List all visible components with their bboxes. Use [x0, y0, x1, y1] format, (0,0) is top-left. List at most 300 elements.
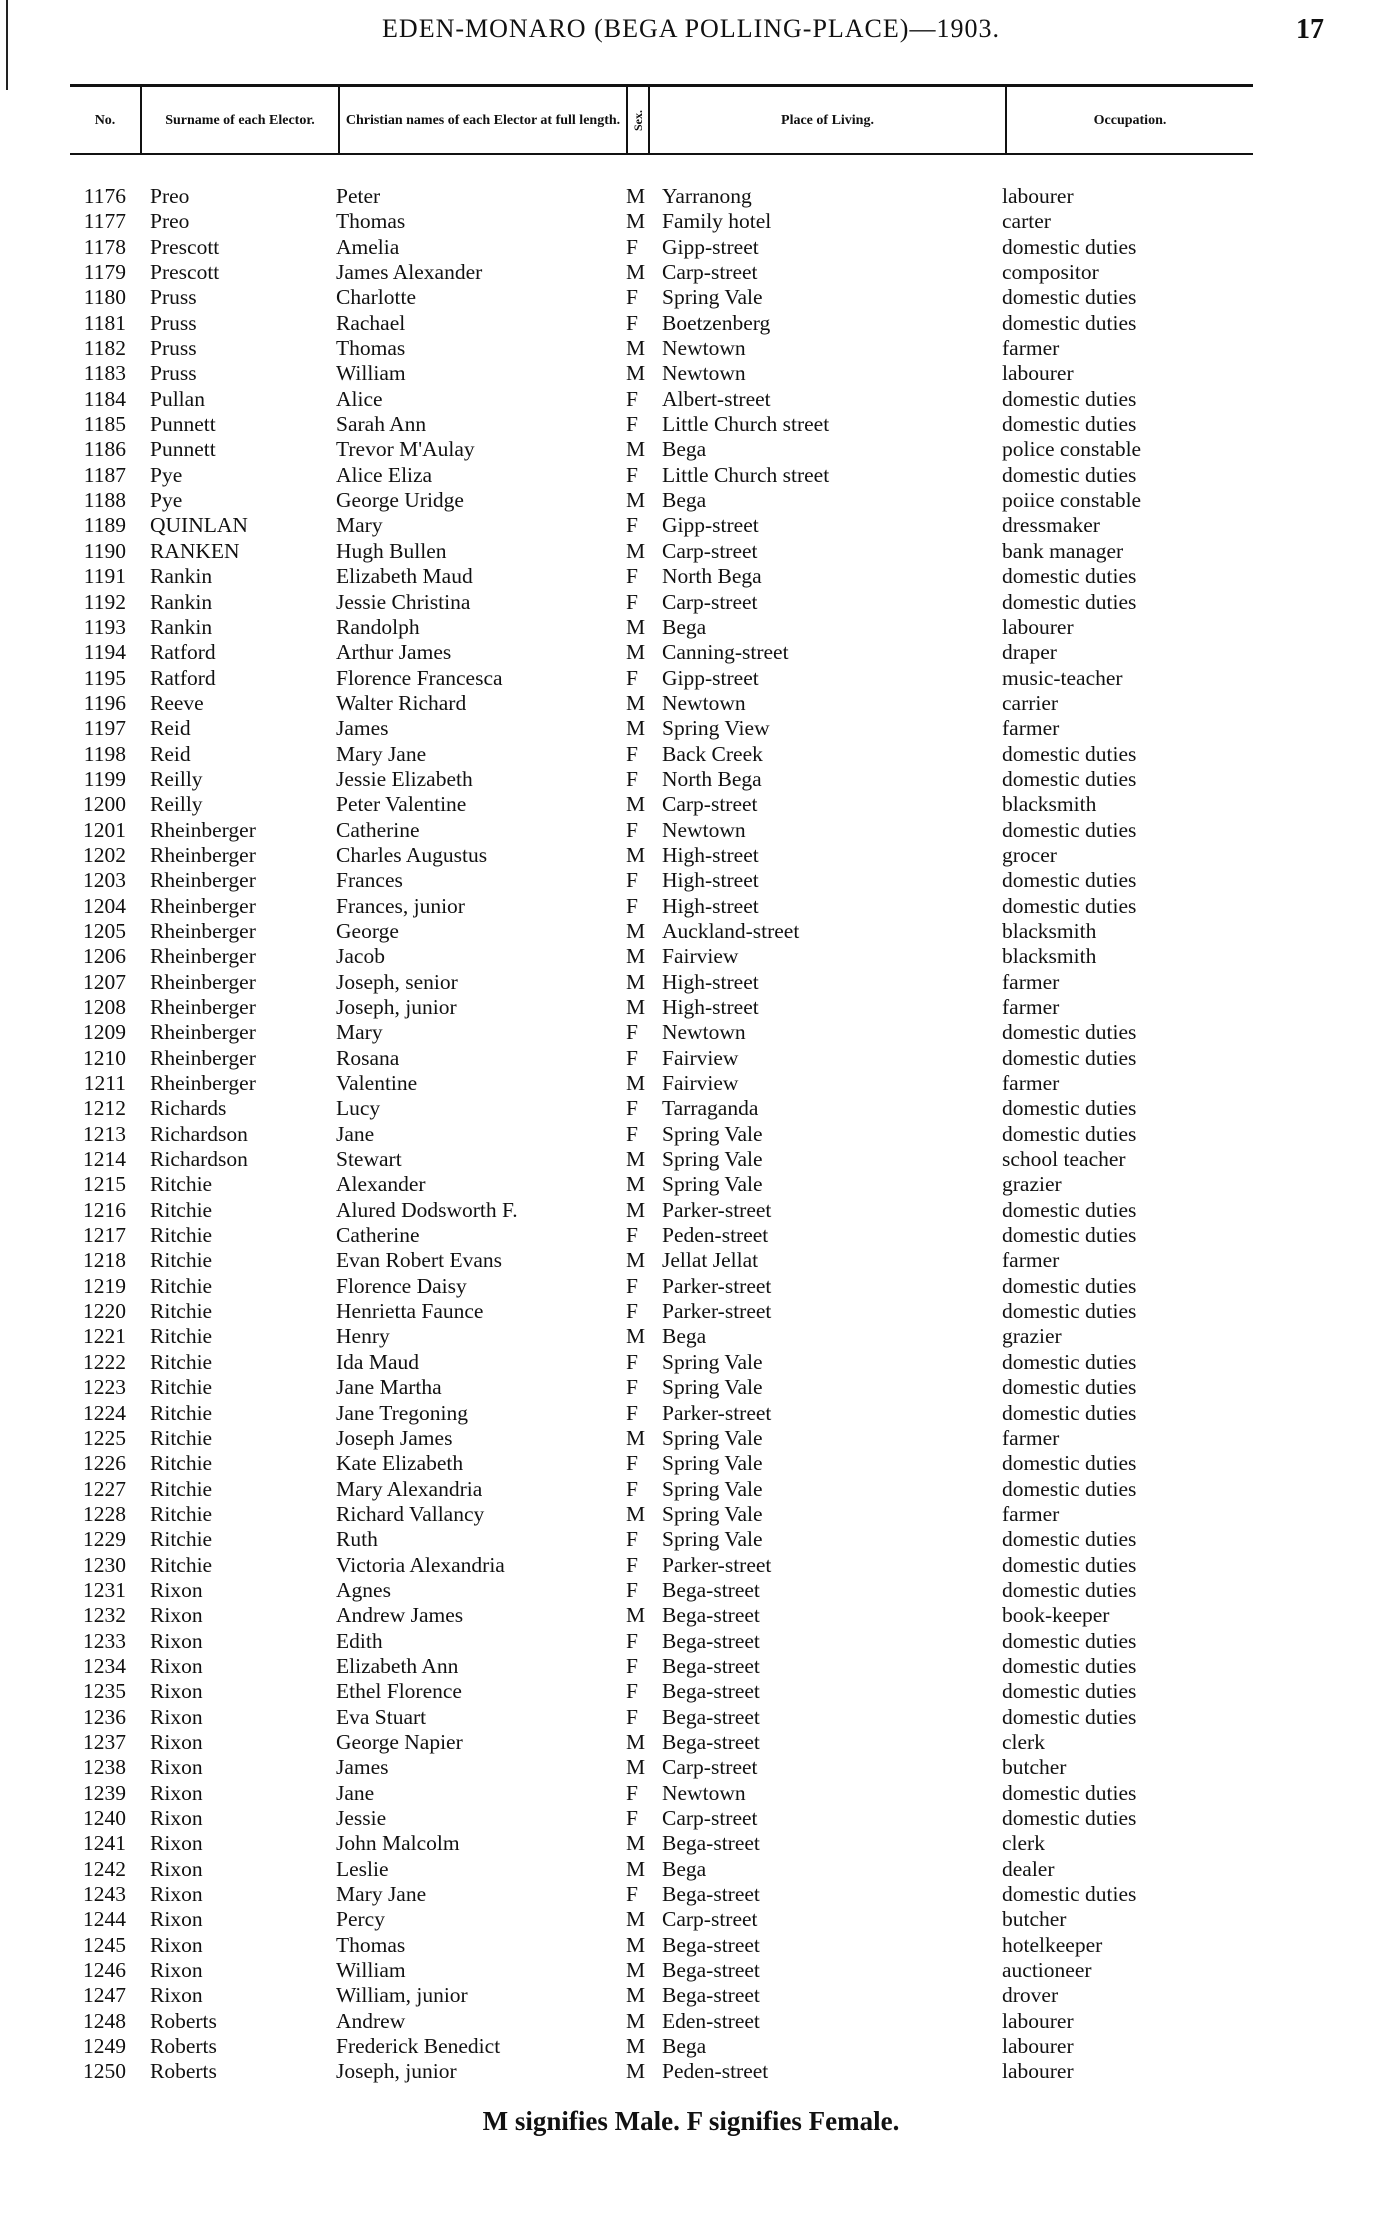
elector-number: 1214: [83, 1147, 126, 1172]
elector-occupation: domestic duties: [1002, 386, 1137, 411]
elector-place: North Bega: [662, 564, 762, 589]
elector-christian-names: Alice: [336, 386, 383, 411]
elector-number: 1245: [83, 1932, 126, 1957]
elector-surname: Ritchie: [150, 1476, 213, 1501]
elector-sex: F: [626, 1375, 638, 1400]
elector-occupation: farmer: [1002, 336, 1060, 361]
elector-occupation: labourer: [1002, 2059, 1074, 2084]
elector-christian-names: James Alexander: [336, 260, 483, 285]
elector-place: Bega: [662, 488, 707, 513]
elector-number: 1247: [83, 1983, 126, 2008]
table-row: [70, 691, 1253, 716]
elector-place: Fairview: [662, 1071, 739, 1096]
elector-sex: M: [626, 1729, 646, 1754]
elector-christian-names: Mary: [336, 513, 383, 538]
table-row: [70, 1274, 1253, 1299]
elector-place: Gipp-street: [662, 665, 759, 690]
elector-place: Bega-street: [662, 1679, 760, 1704]
elector-sex: M: [626, 842, 646, 867]
table-row: [70, 894, 1253, 919]
table-row: [70, 1882, 1253, 1907]
elector-sex: M: [626, 690, 646, 715]
elector-place: Carp-street: [662, 1806, 758, 1830]
elector-number: 1239: [83, 1780, 126, 1805]
elector-christian-names: Valentine: [336, 1071, 418, 1096]
elector-number: 1180: [83, 285, 126, 310]
elector-surname: Rheinberger: [150, 842, 256, 867]
elector-place: High-street: [662, 893, 759, 918]
elector-occupation: domestic duties: [1002, 1653, 1137, 1678]
elector-place: Parker-street: [662, 1400, 772, 1425]
elector-sex: F: [626, 1577, 638, 1602]
elector-christian-names: Ruth: [336, 1527, 378, 1552]
elector-number: 1187: [83, 462, 126, 487]
table-row: [70, 1755, 1253, 1780]
table-row: [70, 1553, 1253, 1578]
table-row: [70, 463, 1253, 488]
elector-occupation: grazier: [1002, 1324, 1062, 1349]
elector-sex: M: [626, 437, 646, 462]
table-row: [70, 1172, 1253, 1197]
elector-sex: F: [626, 1223, 638, 1248]
elector-sex: F: [626, 285, 638, 310]
elector-christian-names: Mary Alexandria: [336, 1476, 483, 1501]
elector-place: Spring View: [662, 716, 770, 741]
elector-surname: Rixon: [150, 1577, 203, 1602]
elector-sex: M: [626, 716, 646, 741]
elector-sex: F: [626, 1552, 638, 1577]
table-row: [70, 564, 1253, 589]
elector-number: 1238: [83, 1755, 126, 1780]
elector-occupation: carrier: [1002, 690, 1059, 715]
elector-sex: M: [626, 1248, 646, 1273]
elector-place: High-street: [662, 995, 759, 1019]
elector-christian-names: Joseph, junior: [336, 995, 457, 1019]
elector-christian-names: Frances, junior: [336, 893, 465, 918]
elector-occupation: domestic duties: [1002, 1375, 1137, 1400]
elector-surname: Rixon: [150, 1932, 203, 1957]
elector-christian-names: Alice Eliza: [336, 462, 433, 487]
elector-sex: F: [626, 1045, 638, 1070]
elector-place: Peden-street: [662, 2059, 769, 2084]
table-row: [70, 387, 1253, 412]
elector-place: Eden-street: [662, 2008, 760, 2033]
elector-sex: F: [626, 868, 638, 893]
elector-number: 1210: [83, 1045, 126, 1070]
table-row: [70, 666, 1253, 691]
elector-sex: M: [626, 2034, 646, 2059]
table-row: [70, 1426, 1253, 1451]
elector-christian-names: Evan Robert Evans: [336, 1248, 502, 1273]
elector-surname: Preo: [150, 184, 190, 208]
elector-surname: Pruss: [150, 310, 197, 335]
elector-christian-names: Thomas: [336, 336, 406, 361]
elector-place: Parker-street: [662, 1552, 772, 1577]
elector-sex: F: [626, 1451, 638, 1476]
elector-occupation: farmer: [1002, 969, 1060, 994]
table-row: [70, 1781, 1253, 1806]
elector-place: Spring Vale: [662, 1375, 763, 1400]
elector-number: 1193: [83, 614, 126, 639]
elector-surname: Reilly: [150, 766, 203, 791]
elector-occupation: grazier: [1002, 1172, 1062, 1197]
elector-place: Carp-street: [662, 589, 758, 614]
elector-christian-names: Victoria Alexandria: [336, 1552, 505, 1577]
elector-occupation: domestic duties: [1002, 1476, 1137, 1501]
table-row: [70, 818, 1253, 843]
elector-number: 1216: [83, 1197, 126, 1222]
elector-occupation: domestic duties: [1002, 1223, 1137, 1248]
elector-occupation: domestic duties: [1002, 1704, 1137, 1729]
elector-number: 1181: [83, 310, 126, 335]
elector-number: 1186: [83, 437, 126, 462]
elector-place: Carp-street: [662, 260, 758, 285]
elector-place: Bega: [662, 437, 707, 462]
elector-christian-names: William, junior: [336, 1983, 468, 2008]
table-row: [70, 1654, 1253, 1679]
elector-surname: Pruss: [150, 361, 197, 386]
elector-occupation: domestic duties: [1002, 564, 1137, 589]
elector-place: Bega-street: [662, 1958, 760, 1983]
table-row: [70, 1401, 1253, 1426]
elector-number: 1224: [83, 1400, 126, 1425]
table-row: [70, 2009, 1253, 2034]
elector-place: Newtown: [662, 336, 746, 361]
elector-number: 1246: [83, 1958, 126, 1983]
elector-sex: M: [626, 918, 646, 943]
elector-occupation: farmer: [1002, 995, 1060, 1019]
elector-christian-names: George: [336, 918, 399, 943]
elector-christian-names: Ida Maud: [336, 1349, 419, 1374]
elector-place: Spring Vale: [662, 1425, 763, 1450]
elector-sex: F: [626, 1653, 638, 1678]
elector-occupation: domestic duties: [1002, 1096, 1137, 1121]
elector-surname: Pruss: [150, 336, 197, 361]
elector-surname: Ritchie: [150, 1273, 213, 1298]
elector-place: Bega-street: [662, 1704, 760, 1729]
elector-sex: F: [626, 1121, 638, 1146]
elector-surname: Rheinberger: [150, 995, 256, 1019]
elector-number: 1196: [83, 690, 126, 715]
elector-occupation: farmer: [1002, 1071, 1060, 1096]
elector-surname: Ritchie: [150, 1375, 213, 1400]
elector-surname: Rixon: [150, 1653, 203, 1678]
elector-place: Boetzenberg: [662, 310, 771, 335]
elector-christian-names: Eva Stuart: [336, 1704, 427, 1729]
elector-sex: M: [626, 1071, 646, 1096]
elector-occupation: domestic duties: [1002, 1527, 1137, 1552]
table-row: [70, 361, 1253, 386]
elector-occupation: domestic duties: [1002, 1628, 1137, 1653]
elector-christian-names: Mary Jane: [336, 1882, 427, 1907]
elector-sex: F: [626, 589, 638, 614]
table-row: [70, 1096, 1253, 1121]
elector-number: 1206: [83, 944, 126, 969]
elector-place: Spring Vale: [662, 1147, 763, 1172]
elector-number: 1197: [83, 716, 126, 741]
elector-surname: Ritchie: [150, 1400, 213, 1425]
elector-christian-names: Catherine: [336, 817, 420, 842]
elector-christian-names: Frances: [336, 868, 403, 893]
elector-christian-names: Jane: [336, 1780, 375, 1805]
elector-surname: Ritchie: [150, 1425, 213, 1450]
elector-sex: M: [626, 361, 646, 386]
table-row: [70, 843, 1253, 868]
elector-sex: F: [626, 412, 638, 437]
elector-christian-names: Ethel Florence: [336, 1679, 462, 1704]
table-row: [70, 488, 1253, 513]
elector-surname: Rixon: [150, 1907, 203, 1932]
elector-number: 1203: [83, 868, 126, 893]
elector-surname: Ratford: [150, 665, 216, 690]
elector-christian-names: John Malcolm: [336, 1831, 460, 1856]
table-row: [70, 184, 1253, 209]
elector-surname: Rixon: [150, 1882, 203, 1907]
table-row: [70, 1603, 1253, 1628]
elector-christian-names: Walter Richard: [336, 690, 467, 715]
elector-number: 1242: [83, 1856, 126, 1881]
elector-number: 1215: [83, 1172, 126, 1197]
elector-occupation: domestic duties: [1002, 1349, 1137, 1374]
elector-occupation: domestic duties: [1002, 1400, 1137, 1425]
elector-occupation: domestic duties: [1002, 893, 1137, 918]
elector-sex: M: [626, 944, 646, 969]
elector-number: 1188: [83, 488, 126, 513]
table-row: [70, 1198, 1253, 1223]
elector-surname: Ritchie: [150, 1172, 213, 1197]
elector-number: 1250: [83, 2059, 126, 2084]
elector-sex: M: [626, 1172, 646, 1197]
table-row: [70, 1679, 1253, 1704]
table-row: [70, 1299, 1253, 1324]
table-row: [70, 1324, 1253, 1349]
elector-christian-names: Elizabeth Ann: [336, 1653, 459, 1678]
elector-place: Jellat Jellat: [662, 1248, 759, 1273]
elector-surname: Ritchie: [150, 1349, 213, 1374]
table-row: [70, 1375, 1253, 1400]
table-row: [70, 970, 1253, 995]
elector-sex: F: [626, 1476, 638, 1501]
elector-sex: M: [626, 1197, 646, 1222]
elector-occupation: domestic duties: [1002, 1679, 1137, 1704]
elector-occupation: butcher: [1002, 1755, 1067, 1780]
elector-number: 1178: [83, 234, 126, 259]
elector-number: 1244: [83, 1907, 126, 1932]
elector-sex: M: [626, 640, 646, 665]
elector-place: Back Creek: [662, 741, 763, 766]
elector-christian-names: Edith: [336, 1628, 383, 1653]
elector-number: 1200: [83, 792, 126, 817]
elector-surname: Rheinberger: [150, 969, 256, 994]
elector-christian-names: Jacob: [336, 944, 385, 969]
page-title: EDEN-MONARO (BEGA POLLING-PLACE)—1903.: [382, 14, 1000, 43]
elector-place: Spring Vale: [662, 1476, 763, 1501]
elector-place: Bega-street: [662, 1628, 760, 1653]
elector-christian-names: Frederick Benedict: [336, 2034, 501, 2059]
elector-sex: M: [626, 995, 646, 1019]
elector-christian-names: Andrew James: [336, 1603, 464, 1628]
table-row: [70, 1223, 1253, 1248]
elector-number: 1221: [83, 1324, 126, 1349]
page-number: 17: [1296, 14, 1324, 45]
elector-surname: Ritchie: [150, 1223, 213, 1248]
elector-occupation: labourer: [1002, 2008, 1074, 2033]
elector-occupation: carter: [1002, 209, 1051, 234]
elector-sex: M: [626, 2059, 646, 2084]
table-row: [70, 1730, 1253, 1755]
table-row: [70, 742, 1253, 767]
elector-occupation: domestic duties: [1002, 817, 1137, 842]
elector-place: Spring Vale: [662, 1172, 763, 1197]
elector-number: 1236: [83, 1704, 126, 1729]
elector-occupation: domestic duties: [1002, 1121, 1137, 1146]
elector-number: 1195: [83, 665, 126, 690]
elector-christian-names: Elizabeth Maud: [336, 564, 473, 589]
elector-place: Bega-street: [662, 1603, 760, 1628]
elector-occupation: drover: [1002, 1983, 1059, 2008]
elector-occupation: dressmaker: [1002, 513, 1100, 538]
elector-place: Bega-street: [662, 1653, 760, 1678]
elector-sex: M: [626, 1983, 646, 2008]
elector-surname: Rixon: [150, 1831, 203, 1856]
elector-surname: Rheinberger: [150, 944, 256, 969]
elector-number: 1232: [83, 1603, 126, 1628]
elector-sex: M: [626, 1501, 646, 1526]
elector-number: 1237: [83, 1729, 126, 1754]
elector-place: Spring Vale: [662, 1527, 763, 1552]
elector-surname: Prescott: [150, 260, 220, 285]
header-christian-names: Christian names of each Elector at full length.: [340, 87, 628, 153]
elector-christian-names: Jessie Christina: [336, 589, 471, 614]
elector-sex: F: [626, 513, 638, 538]
elector-surname: Rheinberger: [150, 1020, 256, 1045]
elector-surname: Reilly: [150, 792, 203, 817]
elector-surname: Rankin: [150, 564, 213, 589]
elector-christian-names: Amelia: [336, 234, 400, 259]
table-row: [70, 1578, 1253, 1603]
elector-sex: F: [626, 1273, 638, 1298]
elector-number: 1209: [83, 1020, 126, 1045]
elector-surname: Punnett: [150, 437, 216, 462]
elector-surname: Rixon: [150, 1628, 203, 1653]
table-row: [70, 1350, 1253, 1375]
elector-surname: Rixon: [150, 1729, 203, 1754]
elector-occupation: domestic duties: [1002, 1882, 1137, 1907]
elector-number: 1228: [83, 1501, 126, 1526]
table-row: [70, 868, 1253, 893]
elector-place: Spring Vale: [662, 285, 763, 310]
elector-surname: Rixon: [150, 1958, 203, 1983]
elector-christian-names: Alured Dodsworth F.: [336, 1197, 518, 1222]
elector-surname: Ritchie: [150, 1248, 213, 1273]
elector-number: 1182: [83, 336, 126, 361]
elector-number: 1233: [83, 1628, 126, 1653]
elector-surname: Roberts: [150, 2034, 217, 2059]
elector-occupation: domestic duties: [1002, 412, 1137, 437]
elector-occupation: clerk: [1002, 1729, 1045, 1754]
elector-christian-names: Mary: [336, 1020, 383, 1045]
elector-surname: Preo: [150, 209, 190, 234]
table-row: [70, 1907, 1253, 1932]
elector-number: 1234: [83, 1653, 126, 1678]
elector-christian-names: Percy: [336, 1907, 385, 1932]
elector-occupation: farmer: [1002, 716, 1060, 741]
elector-sex: F: [626, 1628, 638, 1653]
elector-occupation: grocer: [1002, 842, 1057, 867]
elector-number: 1176: [83, 184, 126, 208]
elector-christian-names: Rachael: [336, 310, 406, 335]
table-row: [70, 640, 1253, 665]
elector-christian-names: Charlotte: [336, 285, 417, 310]
elector-occupation: domestic duties: [1002, 1552, 1137, 1577]
elector-surname: Rheinberger: [150, 893, 256, 918]
elector-number: 1241: [83, 1831, 126, 1856]
elector-number: 1240: [83, 1806, 126, 1830]
elector-surname: Richardson: [150, 1121, 248, 1146]
elector-occupation: domestic duties: [1002, 285, 1137, 310]
elector-number: 1212: [83, 1096, 126, 1121]
elector-sex: F: [626, 1704, 638, 1729]
elector-number: 1213: [83, 1121, 126, 1146]
elector-surname: Rheinberger: [150, 817, 256, 842]
table-row: [70, 539, 1253, 564]
elector-place: Carp-street: [662, 792, 758, 817]
elector-sex: M: [626, 336, 646, 361]
elector-christian-names: Joseph, junior: [336, 2059, 457, 2084]
elector-place: High-street: [662, 969, 759, 994]
elector-number: 1208: [83, 995, 126, 1019]
elector-christian-names: Thomas: [336, 1932, 406, 1957]
table-row: [70, 285, 1253, 310]
elector-place: Fairview: [662, 944, 739, 969]
table-row: [70, 792, 1253, 817]
elector-number: 1205: [83, 918, 126, 943]
elector-place: High-street: [662, 842, 759, 867]
elector-occupation: auctioneer: [1002, 1958, 1092, 1983]
elector-occupation: blacksmith: [1002, 918, 1097, 943]
table-row: [70, 1983, 1253, 2008]
elector-sex: F: [626, 1400, 638, 1425]
elector-number: 1179: [83, 260, 126, 285]
elector-place: Carp-street: [662, 1755, 758, 1780]
elector-number: 1248: [83, 2008, 126, 2033]
elector-place: Little Church street: [662, 412, 830, 437]
elector-surname: Rixon: [150, 1603, 203, 1628]
elector-christian-names: Trevor M'Aulay: [336, 437, 475, 462]
elector-place: Bega: [662, 1324, 707, 1349]
elector-surname: Ritchie: [150, 1324, 213, 1349]
elector-christian-names: Peter Valentine: [336, 792, 467, 817]
header-occupation: Occupation.: [1093, 112, 1167, 128]
elector-place: Carp-street: [662, 1907, 758, 1932]
elector-occupation: domestic duties: [1002, 462, 1137, 487]
elector-number: 1229: [83, 1527, 126, 1552]
elector-christian-names: Catherine: [336, 1223, 420, 1248]
table-row: [70, 995, 1253, 1020]
elector-christian-names: Alexander: [336, 1172, 426, 1197]
table-row: [70, 1122, 1253, 1147]
elector-christian-names: Agnes: [336, 1577, 391, 1602]
elector-occupation: domestic duties: [1002, 1045, 1137, 1070]
elector-occupation: domestic duties: [1002, 1806, 1137, 1830]
elector-place: Bega: [662, 2034, 707, 2059]
elector-surname: Ritchie: [150, 1197, 213, 1222]
table-row: [70, 2059, 1253, 2084]
elector-occupation: blacksmith: [1002, 792, 1097, 817]
elector-place: Carp-street: [662, 538, 758, 563]
elector-number: 1207: [83, 969, 126, 994]
elector-number: 1243: [83, 1882, 126, 1907]
